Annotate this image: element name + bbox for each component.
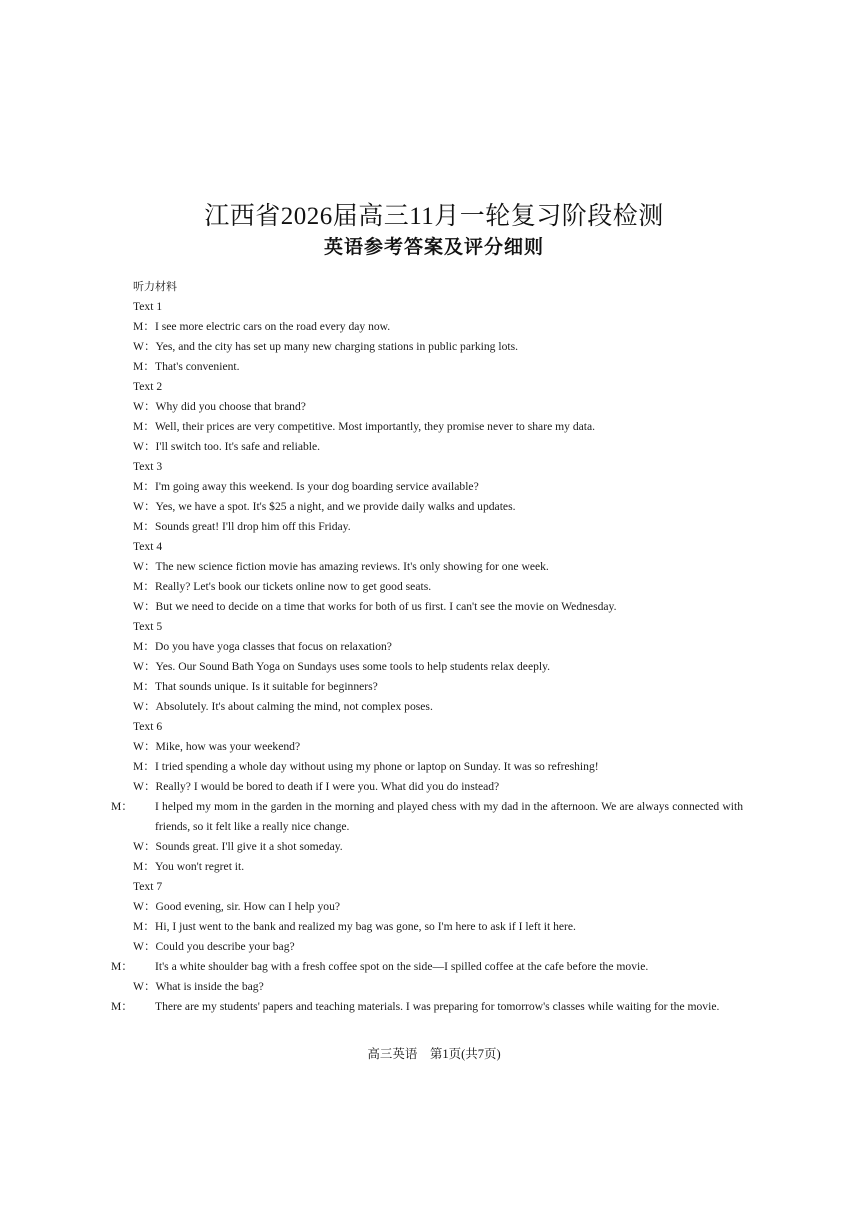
speaker-label: W： [133,340,156,353]
dialogue-line [133,497,743,517]
speaker-label: M： [111,960,133,973]
dialogue-line [133,897,743,917]
speaker-label: M： [133,580,155,593]
dialogue-text: I'm going away this weekend. Is your dog boarding service available? [155,480,479,493]
dialogue-text: Yes, we have a spot. It's $25 a night, and we provide daily walks and updates. [155,500,516,513]
transcript-texts [111,297,743,1017]
speaker-label: W： [133,600,156,613]
speaker-label: M： [111,1000,133,1013]
document-title: 江西省2026届高三11月一轮复习阶段检测 [204,203,664,230]
dialogue-text: I'll switch too. It's safe and reliable. [155,440,321,453]
dialogue-line [133,357,743,377]
dialogue-text: That's convenient. [155,360,240,373]
speaker-label: M： [133,920,155,933]
dialogue-line [133,937,743,957]
dialogue-line [133,557,743,577]
speaker-label: M： [133,360,155,373]
dialogue-line [133,737,743,757]
dialogue-text: The new science fiction movie has amazing reviews. It's only showing for one week. [155,560,549,573]
speaker-label: W： [133,500,156,513]
dialogue-line [133,837,743,857]
dialogue-line [111,957,743,977]
dialogue-text: Why did you choose that brand? [155,400,306,413]
dialogue-line [133,757,743,777]
text-label: Text 4 [133,540,163,553]
speaker-label: M： [111,800,133,813]
speaker-label: M： [133,760,155,773]
dialogue-text: Hi, I just went to the bank and realized my bag was gone, so I'm here to ask if I left it here. [155,920,576,933]
dialogue-line [133,437,743,457]
dialogue-line [133,857,743,877]
dialogue-line [111,797,743,837]
dialogue-line [133,777,743,797]
dialogue-text: It's a white shoulder bag with a fresh coffee spot on the side—I spilled coffee at the cafe before the movie. [155,960,649,973]
speaker-label: W： [133,980,156,993]
dialogue-line [133,317,743,337]
dialogue-text: Really? Let's book our tickets online now to get good seats. [155,580,432,593]
speaker-label: W： [133,440,156,453]
dialogue-line [133,977,743,997]
page-footer: 高三英语 第1页(共7页) [367,1047,501,1061]
dialogue-text: I see more electric cars on the road every day now. [155,320,391,333]
speaker-label: W： [133,660,156,673]
section-label: 听力材料 [133,280,177,293]
speaker-label: M： [133,480,155,493]
dialogue-text: Sounds great! I'll drop him off this Friday. [155,520,351,533]
dialogue-line [133,917,743,937]
dialogue-text: Mike, how was your weekend? [155,740,301,753]
speaker-label: W： [133,940,156,953]
dialogue-text: I tried spending a whole day without using my phone or laptop on Sunday. It was so refreshing! [155,760,599,773]
speaker-label: M： [133,860,155,873]
speaker-label: W： [133,560,156,573]
dialogue-text: Good evening, sir. How can I help you? [155,900,341,913]
dialogue-line [133,697,743,717]
dialogue-text: There are my students' papers and teaching materials. I was preparing for tomorrow's classes while waiting for the movie. [155,1000,720,1013]
dialogue-line [133,517,743,537]
dialogue-text: Really? I would be bored to death if I were you. What did you do instead? [155,780,500,793]
speaker-label: W： [133,740,156,753]
dialogue-line [133,337,743,357]
text-label: Text 2 [133,380,163,393]
dialogue-text: I helped my mom in the garden in the morning and played chess with my dad in the afternoon. We are always connected with friends, so it felt like a really nice change. [155,800,743,833]
dialogue-text: Well, their prices are very competitive. Most importantly, they promise never to share my data. [155,420,596,433]
dialogue-line [133,637,743,657]
dialogue-text: Do you have yoga classes that focus on relaxation? [155,640,392,653]
listening-transcript [111,277,743,1017]
dialogue-text: You won't regret it. [155,860,245,873]
dialogue-text: Could you describe your bag? [155,940,295,953]
speaker-label: M： [133,520,155,533]
dialogue-line [133,677,743,697]
speaker-label: W： [133,700,156,713]
text-label: Text 7 [133,880,163,893]
dialogue-text: Sounds great. I'll give it a shot someday. [155,840,343,853]
dialogue-line [133,577,743,597]
document-subtitle: 英语参考答案及评分细则 [323,236,544,258]
dialogue-text: But we need to decide on a time that works for both of us first. I can't see the movie on Wednesday. [155,600,617,613]
speaker-label: W： [133,400,156,413]
dialogue-line [111,997,743,1017]
dialogue-line [133,417,743,437]
text-label: Text 3 [133,460,163,473]
dialogue-text: That sounds unique. Is it suitable for beginners? [155,680,378,693]
text-label: Text 5 [133,620,163,633]
speaker-label: M： [133,640,155,653]
dialogue-line [133,397,743,417]
dialogue-text: What is inside the bag? [155,980,264,993]
dialogue-text: Yes, and the city has set up many new charging stations in public parking lots. [155,340,519,353]
speaker-label: M： [133,680,155,693]
dialogue-line [133,597,743,617]
dialogue-line [133,657,743,677]
dialogue-text: Absolutely. It's about calming the mind, not complex poses. [155,700,433,713]
speaker-label: W： [133,840,156,853]
speaker-label: W： [133,780,156,793]
dialogue-line [133,477,743,497]
text-label: Text 6 [133,720,163,733]
speaker-label: M： [133,320,155,333]
text-label: Text 1 [133,300,163,313]
speaker-label: M： [133,420,155,433]
speaker-label: W： [133,900,156,913]
dialogue-text: Yes. Our Sound Bath Yoga on Sundays uses some tools to help students relax deeply. [155,660,551,673]
